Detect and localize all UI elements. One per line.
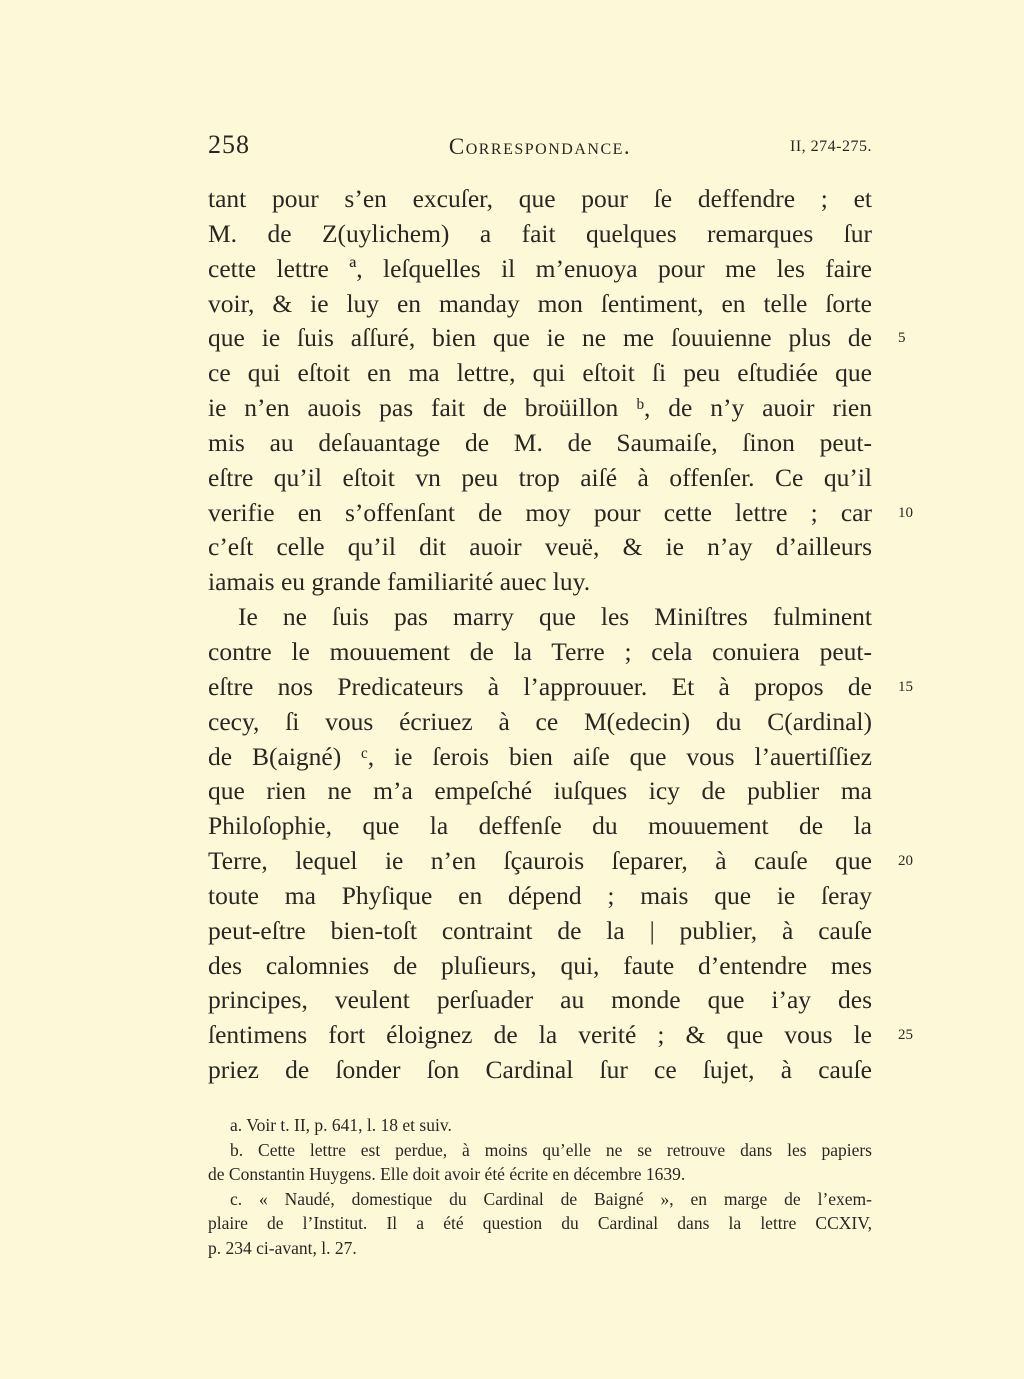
text-line: principes, veulent perſuader au monde que i’ay des — [208, 985, 872, 1015]
line-number: 5 — [898, 330, 906, 347]
line-number: 15 — [898, 678, 913, 695]
footnote-c-continued: p. 234 ci-avant, l. 27. — [208, 1237, 357, 1258]
text-line: ce qui eſtoit en ma lettre, qui eſtoit ſi peu eſtudiée que — [208, 358, 872, 388]
footnote-a: a. Voir t. II, p. 641, l. 18 et suiv. — [230, 1115, 452, 1135]
footnote-b: b. Cette lettre est perdue, à moins qu’elle ne se retrouve dans les papiers — [230, 1139, 872, 1160]
line-number: 20 — [898, 853, 913, 870]
text-line: tant pour s’en excuſer, que pour ſe deffendre ; et — [208, 184, 872, 213]
text-line: que ie ſuis aſſuré, bien que ie ne me ſouuienne plus de 5 — [208, 321, 872, 356]
text-line: Ie ne ſuis pas marry que les Miniſtres fulminent — [238, 602, 872, 632]
text-line: cette lettre ª, leſquelles il m’enuoya pour me les faire — [208, 253, 872, 283]
text-line: voir, & ie luy en manday mon ſentiment, en telle ſorte — [208, 288, 872, 318]
page-number: 258 — [208, 130, 250, 159]
text-line: toute ma Phyſique en dépend ; mais que ie ſeray — [208, 880, 872, 910]
text-line: verifie en s’offenſant de moy pour cette lettre ; car 10 — [208, 496, 872, 531]
text-line: que rien ne m’a empeſché iuſques icy de publier ma — [208, 776, 872, 806]
text-line: Terre, lequel ie n’en ſçaurois ſeparer, à cauſe que 20 — [208, 844, 872, 879]
text-line: c’eſt celle qu’il dit auoir veuë, & ie n’ay d’ailleurs — [208, 532, 872, 562]
text-line: ie n’en auois pas fait de broüillon ᵇ, de n’y auoir rien — [208, 393, 872, 423]
text-line: peut-eſtre bien-toſt contraint de la | publier, à cauſe — [208, 915, 872, 945]
text-line: eſtre nos Predicateurs à l’approuuer. Et à propos de 15 — [208, 670, 872, 705]
line-number: 25 — [898, 1027, 913, 1044]
text-line: contre le mouuement de la Terre ; cela conuiera peut- — [208, 636, 872, 666]
text-line: mis au deſauantage de M. de Saumaiſe, ſinon peut- — [208, 427, 872, 457]
line-number: 10 — [898, 504, 913, 521]
footnotes — [208, 1113, 872, 1260]
text-line: M. de Z(uylichem) a fait quelques remarques ſur — [208, 218, 872, 248]
text-line: des calomnies de pluſieurs, qui, faute d’entendre mes — [208, 950, 872, 980]
footnote-c: c. « Naudé, domestique du Cardinal de Baigné », en marge de l’exem- — [230, 1188, 872, 1209]
text-line: ſentimens fort éloignez de la verité ; & que vous le 25 — [208, 1018, 872, 1053]
volume-reference: II, 274-275. — [790, 138, 872, 155]
text-line: eſtre qu’il eſtoit vn peu trop aiſé à offenſer. Ce qu’il — [208, 462, 872, 492]
running-header — [208, 128, 872, 168]
text-line: cecy, ſi vous écriuez à ce M(edecin) du C(ardinal) — [208, 706, 872, 736]
text-line: priez de ſonder ſon Cardinal ſur ce ſujet, à cauſe — [208, 1055, 872, 1085]
running-title: Correspondance. — [448, 134, 632, 159]
footnote-c-continued: plaire de l’Institut. Il a été question du Cardinal dans la lettre CCXIV, — [208, 1213, 872, 1233]
text-line: Philoſophie, que la deffenſe du mouuement de la — [208, 811, 872, 841]
text-line: iamais eu grande familiarité auec luy. — [208, 567, 591, 597]
text-line: de B(aigné) ᶜ, ie ſerois bien aiſe que vous l’auertiſſiez — [208, 741, 872, 771]
footnote-b-continued: de Constantin Huygens. Elle doit avoir été écrite en décembre 1639. — [208, 1164, 686, 1184]
body-text — [208, 182, 913, 1088]
